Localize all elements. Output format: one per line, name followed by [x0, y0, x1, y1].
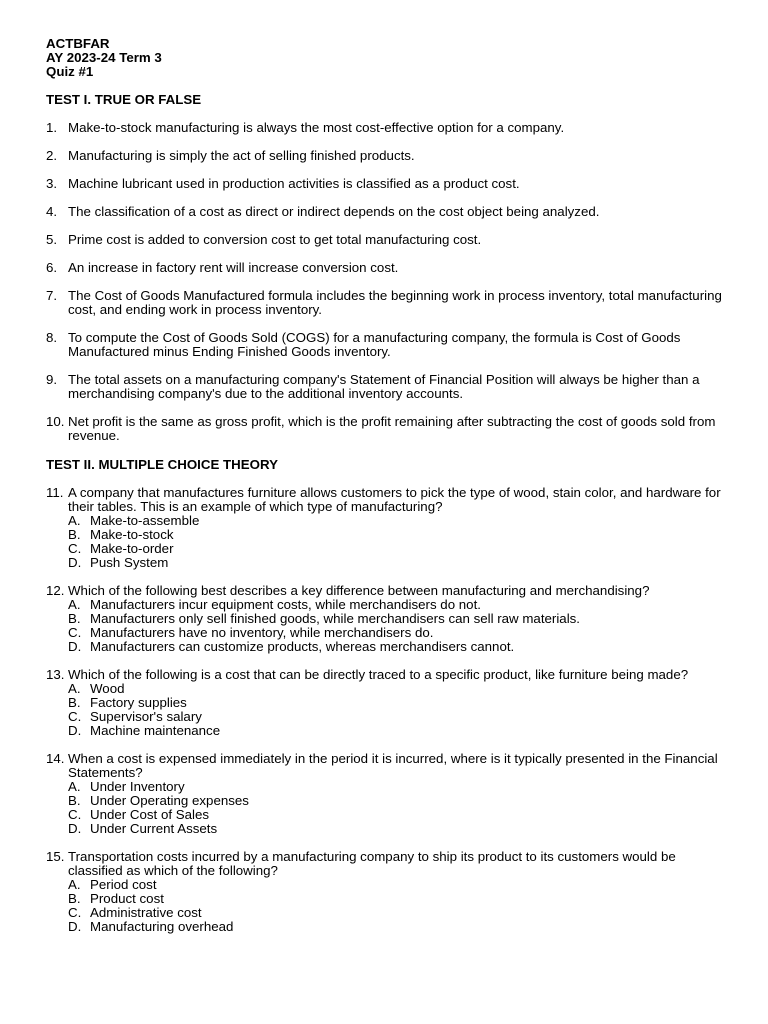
quiz-number: Quiz #1: [46, 64, 94, 79]
option-letter: A.: [68, 877, 81, 892]
option-letter: D.: [68, 821, 82, 836]
mc-question-stem: [46, 668, 726, 682]
option-text: Manufacturers incur equipment costs, while merchandisers do not.: [90, 597, 481, 612]
quiz-page: [46, 37, 726, 934]
option-letter: B.: [68, 793, 81, 808]
question-number: 13.: [46, 667, 65, 682]
option-text: Wood: [90, 681, 125, 696]
answer-options: [68, 878, 726, 934]
mc-question: [46, 584, 726, 654]
answer-option: [68, 556, 726, 570]
option-text: Manufacturing overhead: [90, 919, 234, 934]
answer-option: [68, 710, 726, 724]
question-number: 4.: [46, 204, 58, 219]
answer-option: [68, 626, 726, 640]
tf-question: [46, 233, 726, 247]
question-number: 11.: [46, 485, 64, 500]
question-number: 10.: [46, 414, 65, 429]
tf-question: [46, 289, 726, 317]
question-number: 8.: [46, 330, 58, 345]
answer-options: [68, 682, 726, 738]
answer-option: [68, 598, 726, 612]
option-letter: D.: [68, 555, 82, 570]
option-letter: C.: [68, 709, 82, 724]
question-text: To compute the Cost of Goods Sold (COGS) for a manufacturing company, the formula is Cost of Goods Manufactured minus Ending Finished Goods inventory.: [68, 330, 681, 359]
answer-option: [68, 808, 726, 822]
question-number: 14.: [46, 751, 65, 766]
question-text: Transportation costs incurred by a manufacturing company to ship its product to its customers would be classified as which of the following?: [68, 849, 676, 878]
answer-options: [68, 514, 726, 570]
answer-options: [68, 780, 726, 836]
option-text: Period cost: [90, 877, 157, 892]
question-number: 5.: [46, 232, 58, 247]
answer-option: [68, 696, 726, 710]
option-letter: C.: [68, 807, 82, 822]
question-text: An increase in factory rent will increase conversion cost.: [68, 260, 399, 275]
document-header: [46, 37, 726, 79]
answer-option: [68, 920, 726, 934]
test1-title: TEST I. TRUE OR FALSE: [46, 92, 202, 107]
answer-option: [68, 780, 726, 794]
option-text: Manufacturers have no inventory, while merchandisers do.: [90, 625, 434, 640]
mc-question-stem: [46, 486, 726, 514]
option-text: Make-to-stock: [90, 527, 174, 542]
option-text: Under Current Assets: [90, 821, 218, 836]
answer-option: [68, 892, 726, 906]
mc-question-stem: [46, 752, 726, 780]
option-text: Factory supplies: [90, 695, 187, 710]
question-text: Manufacturing is simply the act of selling finished products.: [68, 148, 415, 163]
question-text: Prime cost is added to conversion cost to get total manufacturing cost.: [68, 232, 482, 247]
tf-question: [46, 415, 726, 443]
option-letter: A.: [68, 779, 81, 794]
option-letter: D.: [68, 919, 82, 934]
mc-question-stem: [46, 850, 726, 878]
option-letter: C.: [68, 625, 82, 640]
answer-option: [68, 906, 726, 920]
option-letter: C.: [68, 541, 82, 556]
question-text: The Cost of Goods Manufactured formula includes the beginning work in process inventory, total manufacturing cost, and ending work in process inventory.: [68, 288, 722, 317]
answer-option: [68, 542, 726, 556]
question-number: 7.: [46, 288, 58, 303]
question-number: 15.: [46, 849, 65, 864]
answer-option: [68, 640, 726, 654]
option-text: Make-to-order: [90, 541, 174, 556]
answer-option: [68, 794, 726, 808]
tf-question: [46, 205, 726, 219]
option-letter: B.: [68, 695, 81, 710]
question-text: Which of the following best describes a key difference between manufacturing and merchandising?: [68, 583, 650, 598]
answer-option: [68, 724, 726, 738]
answer-option: [68, 878, 726, 892]
test2-list: [46, 486, 726, 934]
answer-option: [68, 514, 726, 528]
option-letter: A.: [68, 597, 81, 612]
question-text: The classification of a cost as direct or indirect depends on the cost object being analyzed.: [68, 204, 600, 219]
option-letter: D.: [68, 639, 82, 654]
tf-question: [46, 177, 726, 191]
question-text: Make-to-stock manufacturing is always the most cost-effective option for a company.: [68, 120, 565, 135]
question-number: 9.: [46, 372, 58, 387]
question-text: The total assets on a manufacturing company's Statement of Financial Position will always be higher than a merchandising company's due to the additional inventory accounts.: [68, 372, 700, 401]
mc-question-stem: [46, 584, 726, 598]
option-text: Administrative cost: [90, 905, 202, 920]
option-text: Manufacturers can customize products, whereas merchandisers cannot.: [90, 639, 515, 654]
option-text: Under Cost of Sales: [90, 807, 209, 822]
option-text: Under Inventory: [90, 779, 185, 794]
option-text: Push System: [90, 555, 169, 570]
option-text: Under Operating expenses: [90, 793, 249, 808]
option-letter: D.: [68, 723, 82, 738]
question-text: When a cost is expensed immediately in the period it is incurred, where is it typically presented in the Financial Statements?: [68, 751, 718, 780]
answer-option: [68, 822, 726, 836]
option-text: Product cost: [90, 891, 164, 906]
option-letter: B.: [68, 611, 81, 626]
tf-question: [46, 373, 726, 401]
answer-option: [68, 682, 726, 696]
option-text: Supervisor's salary: [90, 709, 202, 724]
academic-term: AY 2023-24 Term 3: [46, 50, 162, 65]
option-letter: C.: [68, 905, 82, 920]
option-letter: A.: [68, 513, 81, 528]
option-text: Make-to-assemble: [90, 513, 200, 528]
option-text: Machine maintenance: [90, 723, 221, 738]
question-number: 12.: [46, 583, 65, 598]
mc-question: [46, 668, 726, 738]
mc-question: [46, 752, 726, 836]
mc-question: [46, 850, 726, 934]
option-letter: A.: [68, 681, 81, 696]
question-number: 2.: [46, 148, 58, 163]
test2-title: TEST II. MULTIPLE CHOICE THEORY: [46, 457, 278, 472]
tf-question: [46, 121, 726, 135]
question-text: Net profit is the same as gross profit, which is the profit remaining after subtracting the cost of goods sold from revenue.: [68, 414, 716, 443]
tf-question: [46, 149, 726, 163]
option-text: Manufacturers only sell finished goods, while merchandisers can sell raw materials.: [90, 611, 580, 626]
answer-options: [68, 598, 726, 654]
option-letter: B.: [68, 891, 81, 906]
question-number: 1.: [46, 120, 58, 135]
answer-option: [68, 528, 726, 542]
tf-question: [46, 331, 726, 359]
question-text: A company that manufactures furniture allows customers to pick the type of wood, stain color, and hardware for their tables. This is an example of which type of manufacturing?: [68, 485, 721, 514]
mc-question: [46, 486, 726, 570]
option-letter: B.: [68, 527, 81, 542]
course-code: ACTBFAR: [46, 36, 110, 51]
answer-option: [68, 612, 726, 626]
question-number: 3.: [46, 176, 58, 191]
question-number: 6.: [46, 260, 58, 275]
question-text: Which of the following is a cost that can be directly traced to a specific product, like furniture being made?: [68, 667, 689, 682]
question-text: Machine lubricant used in production activities is classified as a product cost.: [68, 176, 520, 191]
test1-list: [46, 121, 726, 443]
tf-question: [46, 261, 726, 275]
